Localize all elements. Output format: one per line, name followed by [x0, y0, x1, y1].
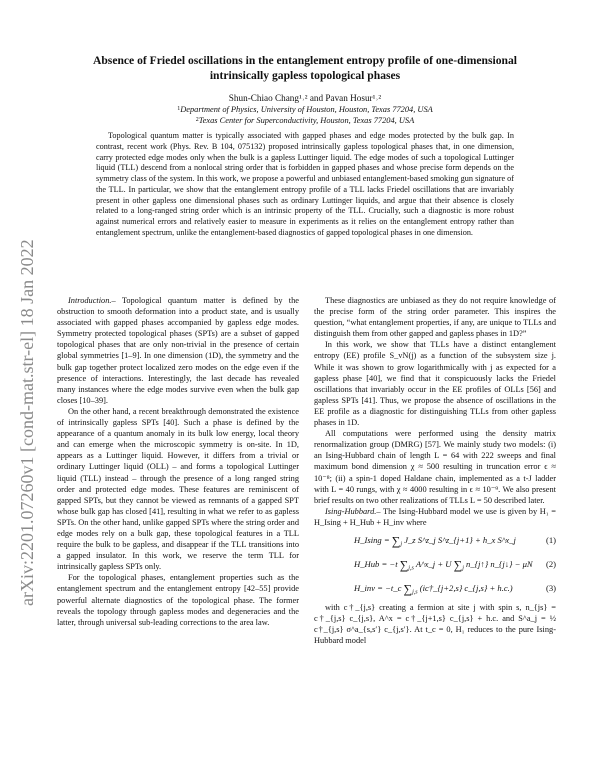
arxiv-identifier-stamp [6, 214, 46, 606]
paper-title [60, 53, 550, 83]
affiliation-2-mark: 2 [195, 117, 199, 123]
equation-1-number: (1) [545, 534, 556, 545]
intro-heading: Introduction.– [68, 296, 116, 305]
abstract: Topological quantum matter is typically associated with gapped phases and edge modes protected by the bulk gap. In contrast, recent work (Phys. Rev. B 104, 075132) proposed intrinsically gapless topological phases that, in one dimension, carry protected edge modes only when the bulk is a gapless Luttinger liquid. The edge modes of such a topological Luttinger liquid (TLL) descend from a nonlocal string order that is forbidden in gapped phases and whose precise form depends on the symmetry class of the system. In this work, we propose a powerful and unbiased entanglement-based smoking gun signature of the TLL. In particular, we show that the entanglement entropy profile of a TLL lacks Friedel oscillations that are invariably present in other gapless one dimensional phases such as ordinary Luttinger liquids, and argue that their absence is closely related to a long-ranged string order which is an intrinsic property of the TLL. Crucially, such a diagnostic is more robust against numerical errors and relatively easier to measure in experiments as it relies on the entanglement entropy rather than entanglement spectrum, unlike the entanglement-based diagnostics of gapped topological phases in one dimension. [96, 131, 514, 237]
equation-2 [314, 554, 556, 576]
affiliation-1 [60, 104, 550, 115]
equation-1-sum-index: j [400, 541, 403, 548]
equation-3-body [354, 583, 513, 599]
right-column [314, 295, 556, 646]
equation-3 [314, 578, 556, 600]
equation-2-number: (2) [545, 558, 556, 569]
equation-3-number: (3) [545, 582, 556, 593]
model-heading: Ising-Hubbard.– [325, 506, 381, 516]
equation-2-sum-index-1: j,s [408, 565, 414, 572]
equation-2-lhs: H_Hub = −t [354, 558, 400, 569]
equation-3-rhs: (ic†_{j+2,s} c_{j,s} + h.c.) [419, 582, 513, 593]
equation-1-body [354, 535, 516, 551]
sum-symbol: ∑ [391, 533, 401, 548]
equation-1 [314, 530, 556, 552]
equation-2-sum-index-2: j [462, 565, 464, 572]
sum-symbol: ∑ [403, 581, 413, 596]
sum-symbol: ∑ [453, 557, 463, 572]
affiliation-2 [60, 115, 550, 126]
right-paragraph-4: with c†_{j,s} creating a fermion at site j with spin s, n_{js} = c†_{j,s} c_{j,s}, A^x = c†_{j+1,s} c_{j,s} + h.c. and S^a_j = ½ c†_{j,s} σ^a_{s,s′} c_{j,s′}. At t_c = 0, H₁ reduces to the pure Ising-Hubbard model [314, 602, 556, 646]
intro-paragraph-2: On the other hand, a recent breakthrough demonstrated the existence of intrinsically gapless SPTs [40]. Such a phase is defined by the appearance of a quantum anomaly in its bulk low energy, local theory and can emerge when the microscopic symmetry is on-site. In 1D, appears as a Luttinger liquid. However, it differs from a trivial or ordinary Luttinger liquid (OLL) – and forms a topological Luttinger liquid (TLL) instead – through the presence of a long ranged string order and protected edge modes. These features are reminiscent of gapped SPTs, but they cannot be viewed as remnants of a gapped SPT whose bulk gap has closed [41], resulting in what we refer to as gapless SPTs. On the other hand, unlike gapped SPTs where the string order and edge modes rely on a bulk gap, these topological features in a TLL require the bulk to be gapless, and disappear if the TLL transitions into a gapped insulator. In this work, we reserve the term TLL for intrinsically gapless SPTs only. [57, 406, 299, 572]
intro-paragraph-1 [57, 295, 299, 406]
left-column [57, 295, 299, 628]
affiliation-1-mark: 1 [177, 106, 181, 112]
equation-2-rhs-2: n_{j↑} n_{j↓} − μN [466, 558, 533, 569]
title-line-1: Absence of Friedel oscillations in the entanglement entropy profile of one-dimensional [92, 54, 517, 67]
equation-3-sum-index: j,s [412, 589, 418, 596]
affiliation-2-text: Texas Center for Superconductivity, Houston, Texas 77204, USA [198, 116, 415, 125]
right-paragraph-1: These diagnostics are unbiased as they do not require knowledge of the precise form of the string order parameter. This inspires the question, “what entanglement properties, if any, are unique to TLLs and distinguish them from other gapped and gapless phases in 1D?” [314, 296, 556, 339]
right-paragraph-2: In this work, we show that TLLs have a distinct entanglement entropy (EE) profile S_vN(j) as a function of the subsystem size j. While it was shown to grow logarithmically with j as expected for a gapless phase [40], we find that it conspicuously lacks the Friedel oscillations that invariably occur in the EE profiles of OLLs [56] and gapless SPTs [41]. Thus, we propose the absence of oscillations in the EE profile as a diagnostic for distinguishing TLLs from other gapless phases in 1D. [314, 340, 556, 428]
equation-2-rhs: A^x_j + U [415, 558, 454, 569]
intro-paragraph-3: For the topological phases, entanglement properties such as the entanglement spectrum and the entanglement entropy [42–55] provide powerful alternate diagnostics of the topological phase. The former reveals the topology through gapless modes and degeneracies and the latter, through universal sub-leading corrections to the area law. [57, 573, 299, 627]
model-paragraph [314, 506, 556, 528]
right-paragraph-3: All computations were performed using the density matrix renormalization group (DMRG) [57]. We mainly study two models: (i) an Ising-Hubbard chain of length L = 64 with 222 sweeps and final maximum bond dimension χ ≈ 500 resulting in truncation error ϵ ≈ 10⁻⁸; (ii) a spin-1 doped Haldane chain, implemented as a t-J ladder with L = 40 rungs, with χ ≈ 4000 resulting in ϵ ≈ 10⁻⁹. We also present brief results on two other realizations of TLLs L = 50 described later. [314, 429, 556, 505]
title-line-2: intrinsically gapless topological phases [209, 69, 401, 82]
authors: Shun-Chiao Chang¹˒² and Pavan Hosur¹˒² [228, 93, 382, 103]
arxiv-identifier-text: arXiv:2201.07260v1 [cond-mat.str-el] 18 Jan 2022 [17, 239, 37, 606]
equation-2-body [354, 559, 533, 575]
equation-1-lhs: H_Ising = [354, 534, 392, 545]
affiliation-1-text: Department of Physics, University of Houston, Houston, Texas 77204, USA [180, 105, 433, 114]
equation-1-rhs: J_z S^z_j S^z_{j+1} + h_x S^x_j [404, 534, 516, 545]
sum-symbol: ∑ [399, 557, 409, 572]
model-paragraph-text: The Ising-Hubbard model we use is given by H₁ = H_Ising + H_Hub + H_inv where [314, 506, 556, 527]
equation-3-lhs: H_inv = −t_c [354, 582, 404, 593]
intro-paragraph-1-text: Topological quantum matter is defined by the obstruction to smooth deformation into a product state, and is usually associated with gapped phases accompanied by gapless edge modes. Symmetry protected topological phases (SPTs) are a subset of gapped topological phases that are only non-trivial in the presence of certain global symmetries [1–9]. In one dimension (1D), the symmetry and the bulk gap together protect localized zero modes on the edge even if the presence of interactions. Interestingly, the last decade has revealed many instances where the edge modes survive even when the bulk gap closes [10–39]. [57, 296, 299, 405]
